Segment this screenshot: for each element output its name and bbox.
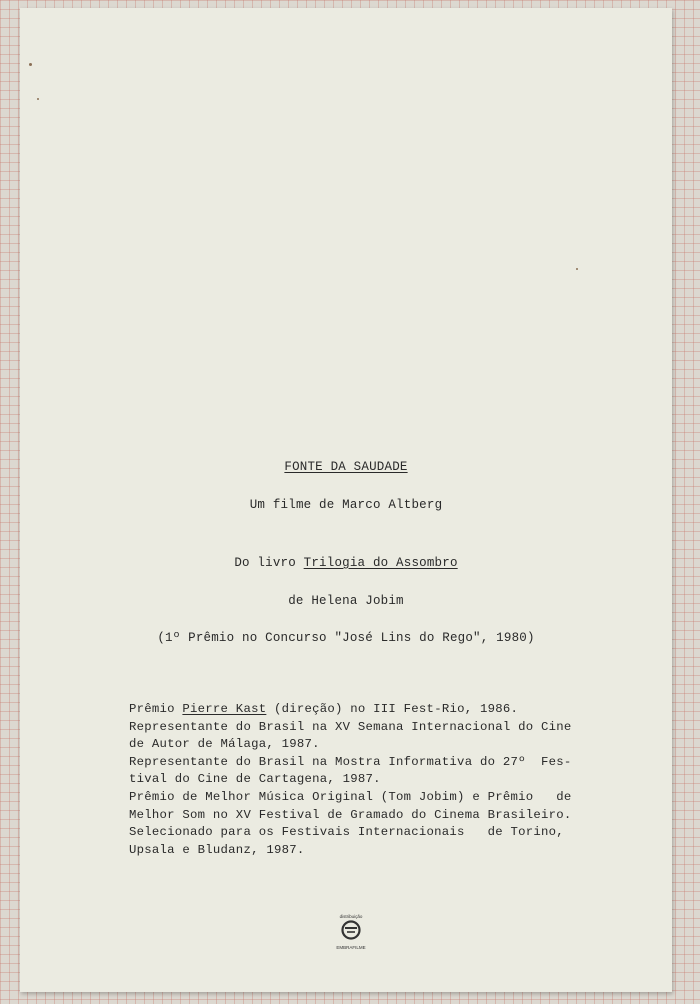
title-text: FONTE DA SAUDADE bbox=[284, 460, 408, 474]
award-line: Upsala e Bludanz, 1987. bbox=[129, 842, 305, 857]
film-credit: Um filme de Marco Altberg bbox=[249, 498, 443, 512]
paper-speck bbox=[576, 268, 578, 270]
book-author: de Helena Jobim bbox=[288, 594, 404, 608]
award-suffix: (direção) no III Fest-Rio, 1986. bbox=[266, 702, 519, 716]
award-line: Representante do Brasil na Mostra Informativa do 27º Fes- bbox=[129, 754, 572, 769]
book-line bbox=[20, 556, 672, 570]
logo-bottom-text: EMBRAFILME bbox=[336, 945, 366, 950]
award-line bbox=[129, 701, 584, 719]
awards-list bbox=[129, 701, 584, 859]
paper-speck bbox=[37, 98, 39, 100]
embrafilme-logo-icon bbox=[341, 920, 361, 940]
award-line: tival do Cine de Cartagena, 1987. bbox=[129, 772, 381, 787]
book-title: Trilogia do Assombro bbox=[303, 556, 458, 570]
award-person-name: Pierre Kast bbox=[182, 702, 267, 716]
award-line: de Autor de Málaga, 1987. bbox=[129, 737, 320, 752]
document-title bbox=[20, 460, 672, 474]
distributor-logo bbox=[334, 914, 368, 951]
award-line: Prêmio de Melhor Música Original (Tom Jobim) e Prêmio de bbox=[129, 789, 572, 804]
paper-sheet bbox=[20, 8, 672, 992]
award-line: Representante do Brasil na XV Semana Internacional do Cine bbox=[129, 719, 572, 734]
logo-top-text: distribuição bbox=[339, 914, 363, 919]
award-line: Melhor Som no XV Festival de Gramado do Cinema Brasileiro. bbox=[129, 807, 572, 822]
prize-note: (1º Prêmio no Concurso "José Lins do Rego", 1980) bbox=[157, 631, 535, 645]
book-prefix: Do livro bbox=[234, 556, 304, 570]
paper-speck bbox=[29, 63, 32, 66]
award-prefix: Prêmio bbox=[129, 702, 183, 716]
award-line: Selecionado para os Festivais Internacionais de Torino, bbox=[129, 825, 564, 840]
